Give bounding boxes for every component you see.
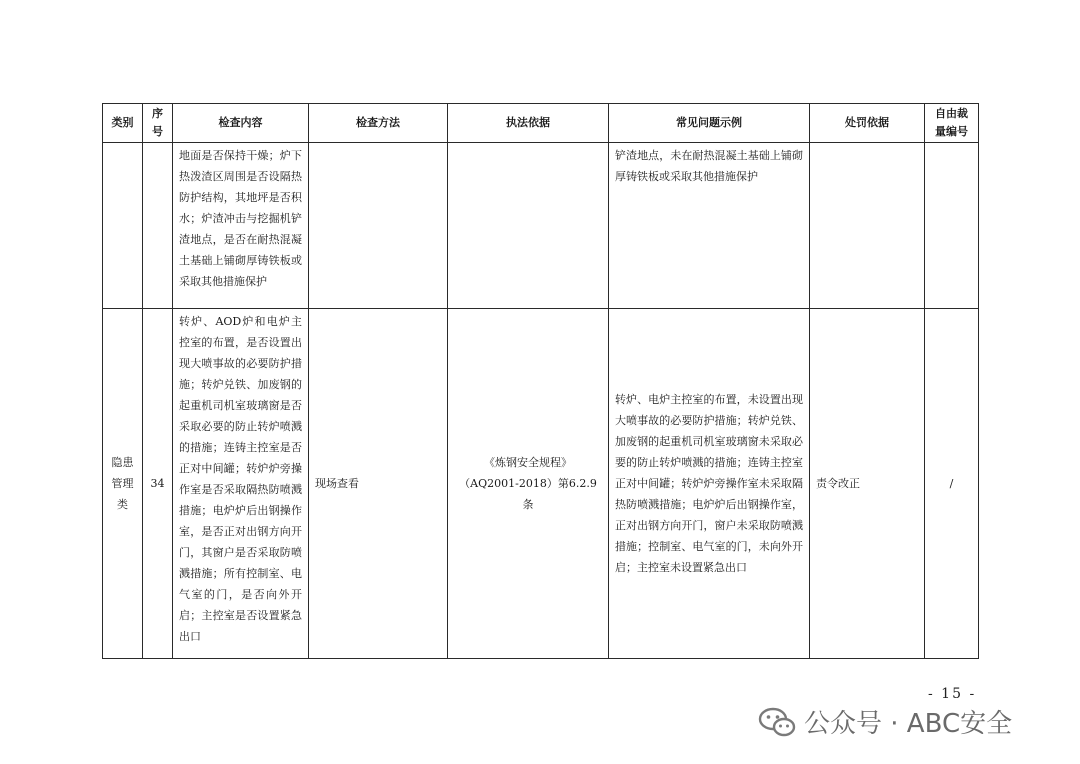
watermark (758, 703, 1012, 740)
cell-discretion (925, 143, 979, 309)
header-discretion: 自由裁量编号 (925, 104, 979, 143)
header-seq: 序号 (143, 104, 173, 143)
cell-method (309, 143, 448, 309)
table-row (103, 143, 979, 309)
cell-problems: 铲渣地点，未在耐热混凝土基础上铺砌厚铸铁板或采取其他措施保护 (609, 143, 810, 309)
basis-clause: （AQ2001-2018）第6.2.9条 (459, 477, 597, 511)
cell-penalty (810, 143, 925, 309)
watermark-text: 公众号 · ABC安全 (804, 709, 1013, 739)
cell-basis (448, 143, 609, 309)
cell-problems: 转炉、电炉主控室的布置，未设置出现大喷事故的必要防护措施；转炉兑铁、加废钢的起重机司机室玻璃窗未采取必要的防止转炉喷溅的措施；连铸主控室正对中间罐；转炉炉旁操作室未采取隔热防喷溅措施；电炉炉后出钢操作室，正对出钢方向开门，窗户未采取防喷溅措施；控制室、电气室的门，未向外开启；主控室未设置紧急出口 (609, 309, 810, 659)
header-penalty: 处罚依据 (810, 104, 925, 143)
header-category: 类别 (103, 104, 143, 143)
cell-basis (448, 309, 609, 659)
cell-method: 现场查看 (309, 309, 448, 659)
wechat-icon (758, 707, 796, 737)
basis-title: 《炼钢安全规程》 (484, 456, 572, 469)
cell-content: 转炉、AOD炉和电炉主控室的布置，是否设置出现大喷事故的必要防护措施；转炉兑铁、加废钢的起重机司机室玻璃窗是否采取必要的防止转炉喷溅的措施；连铸主控室是否正对中间罐；转炉炉旁操作室是否采取隔热防喷溅措施；电炉炉后出钢操作室，是否正对出钢方向开门，其窗户是否采取防喷溅措施；所有控制室、电气室的门，是否向外开启；主控室是否设置紧急出口 (173, 309, 309, 659)
cell-content: 地面是否保持干燥；炉下热泼渣区周围是否设隔热防护结构，其地坪是否积水；炉渣冲击与挖掘机铲渣地点，是否在耐热混凝土基础上铺砌厚铸铁板或采取其他措施保护 (173, 143, 309, 309)
page-number: - 15 - (928, 686, 977, 702)
table-header-row (103, 104, 979, 143)
header-basis: 执法依据 (448, 104, 609, 143)
cell-seq: 34 (143, 309, 173, 659)
header-method: 检查方法 (309, 104, 448, 143)
cell-penalty: 责令改正 (810, 309, 925, 659)
cell-discretion: / (925, 309, 979, 659)
header-problems: 常见问题示例 (609, 104, 810, 143)
table-row (103, 309, 979, 659)
cell-category (103, 143, 143, 309)
inspection-table (102, 103, 979, 659)
header-content: 检查内容 (173, 104, 309, 143)
cell-category: 隐患管理类 (103, 309, 143, 659)
cell-seq (143, 143, 173, 309)
